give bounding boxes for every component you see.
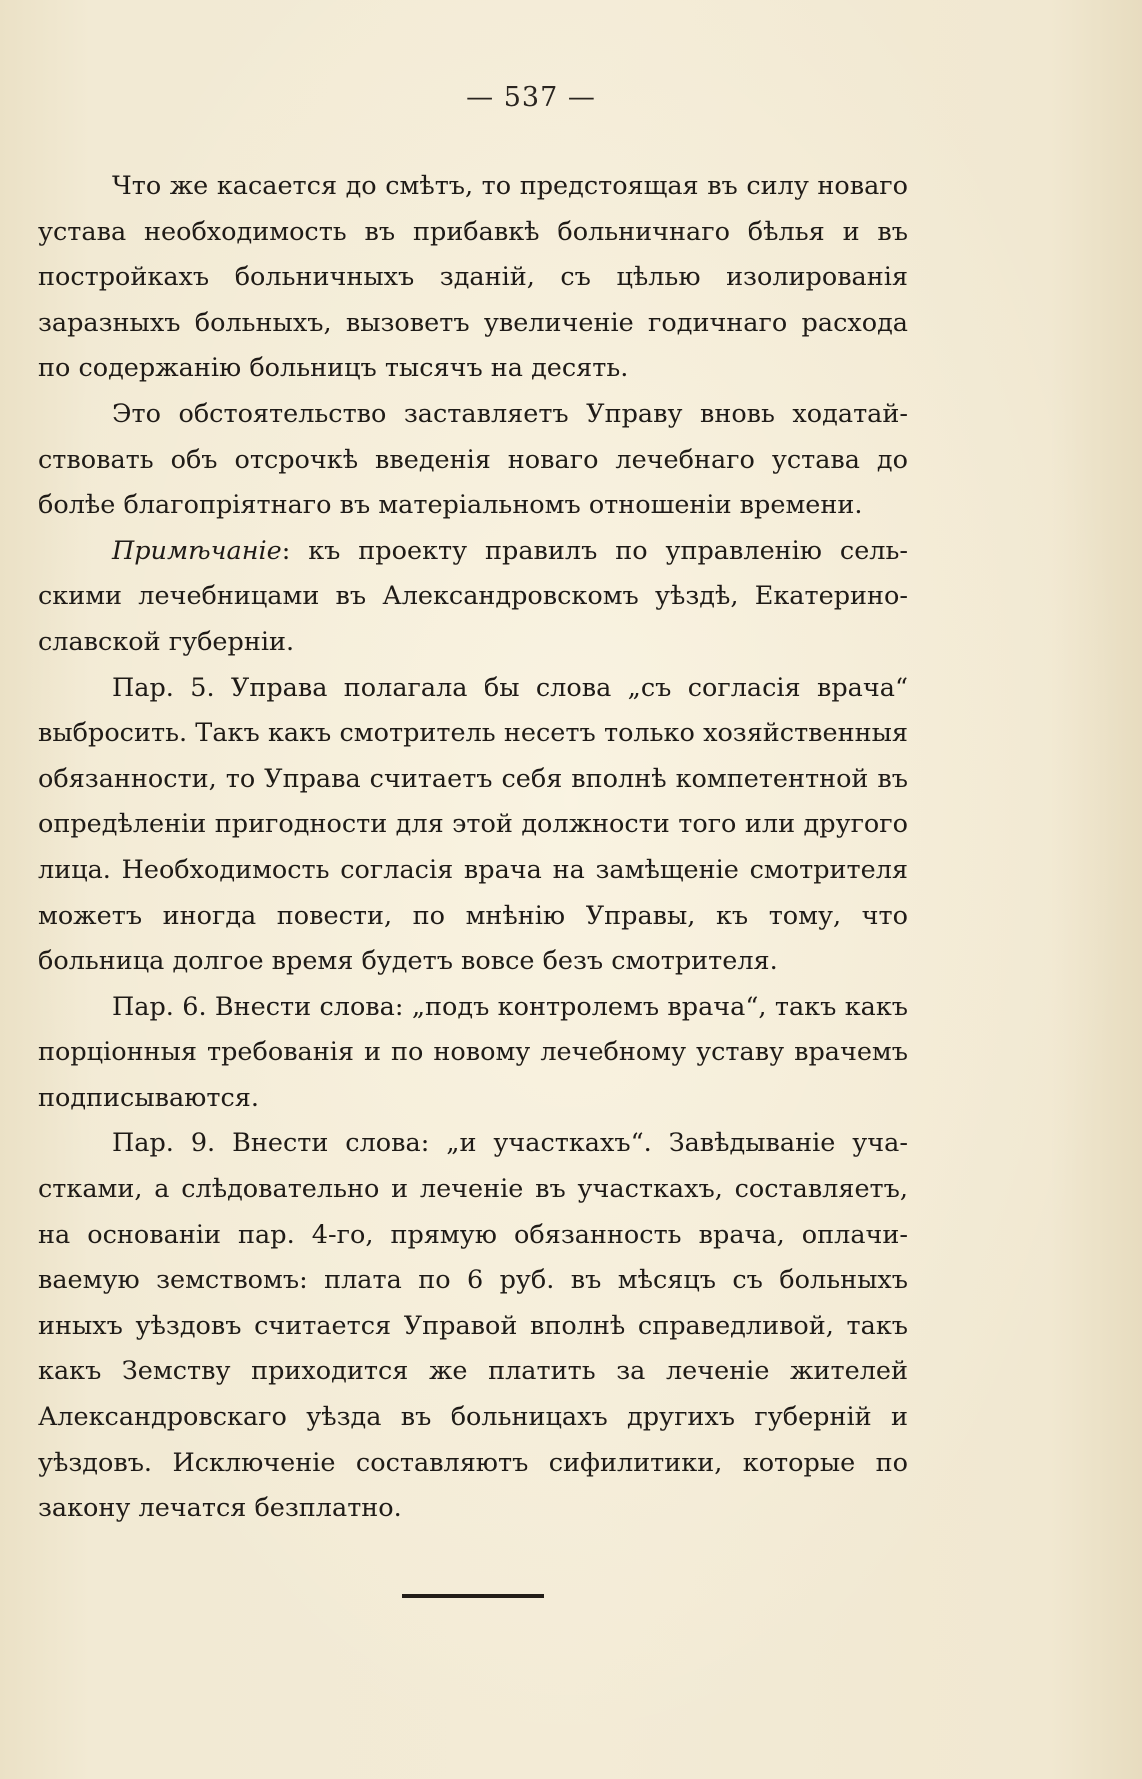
paragraph-par-5: Пар. 5. Управа полагала бы слова „съ согласія врача“ выбросить. Такъ какъ смотритель несетъ только хозяйственныя обязанности, то Управа считаетъ себя вполнѣ компетентной въ опредѣленіи пригодности для этой должности того или другого лица. Необходимость согласія врача на замѣщеніе смотрителя можетъ иногда повести, по мнѣнію Управы, къ тому, что больница долгое время будетъ вовсе безъ смотрителя. [38, 672, 908, 977]
note-text: : къ проекту правилъ по управленію сельскими лечебницами въ Александровскомъ уѣздѣ, Екатеринославской губерніи. [38, 535, 908, 657]
paragraph-par-6: Пар. 6. Внести слова: „подъ контролемъ врача“, такъ какъ порціонныя требованія и по новому лечебному уставу врачемъ подписываются. [38, 991, 908, 1113]
page-number: — 537 — [466, 82, 596, 113]
body-text [38, 164, 908, 1532]
paragraph-par-9: Пар. 9. Внести слова: „и участкахъ“. Завѣдываніе участками, а слѣдовательно и леченіе въ участкахъ, составляетъ, на основаніи пар. 4-го, прямую обязанность врача, оплачиваемую земствомъ: плата по 6 руб. въ мѣсяцъ съ больныхъ иныхъ уѣздовъ считается Управой вполнѣ справедливой, такъ какъ Земству приходится же платить за леченіе жителей Александровскаго уѣзда въ больницахъ другихъ губерній и уѣздовъ. Исключеніе составляютъ сифилитики, которые по закону лечатся безплатно. [38, 1128, 908, 1524]
paragraph-estimates: Что же касается до смѣтъ, то предстоящая въ силу новаго устава необходимость въ прибавкѣ больничнаго бѣлья и въ постройкахъ больничныхъ зданій, съ цѣлью изолированія заразныхъ больныхъ, вызоветъ увеличеніе годичнаго расхода по содержанію больницъ тысячъ на десять. [38, 171, 908, 384]
paragraph-note [38, 529, 908, 666]
paragraph-petition: Это обстоятельство заставляетъ Управу вновь ходатайствовать объ отсрочкѣ введенія новаго лечебнаго устава до болѣе благопріятнаго въ матеріальномъ отношеніи времени. [38, 398, 908, 521]
end-rule [402, 1594, 544, 1598]
note-heading: Примѣчаніе [112, 535, 282, 566]
